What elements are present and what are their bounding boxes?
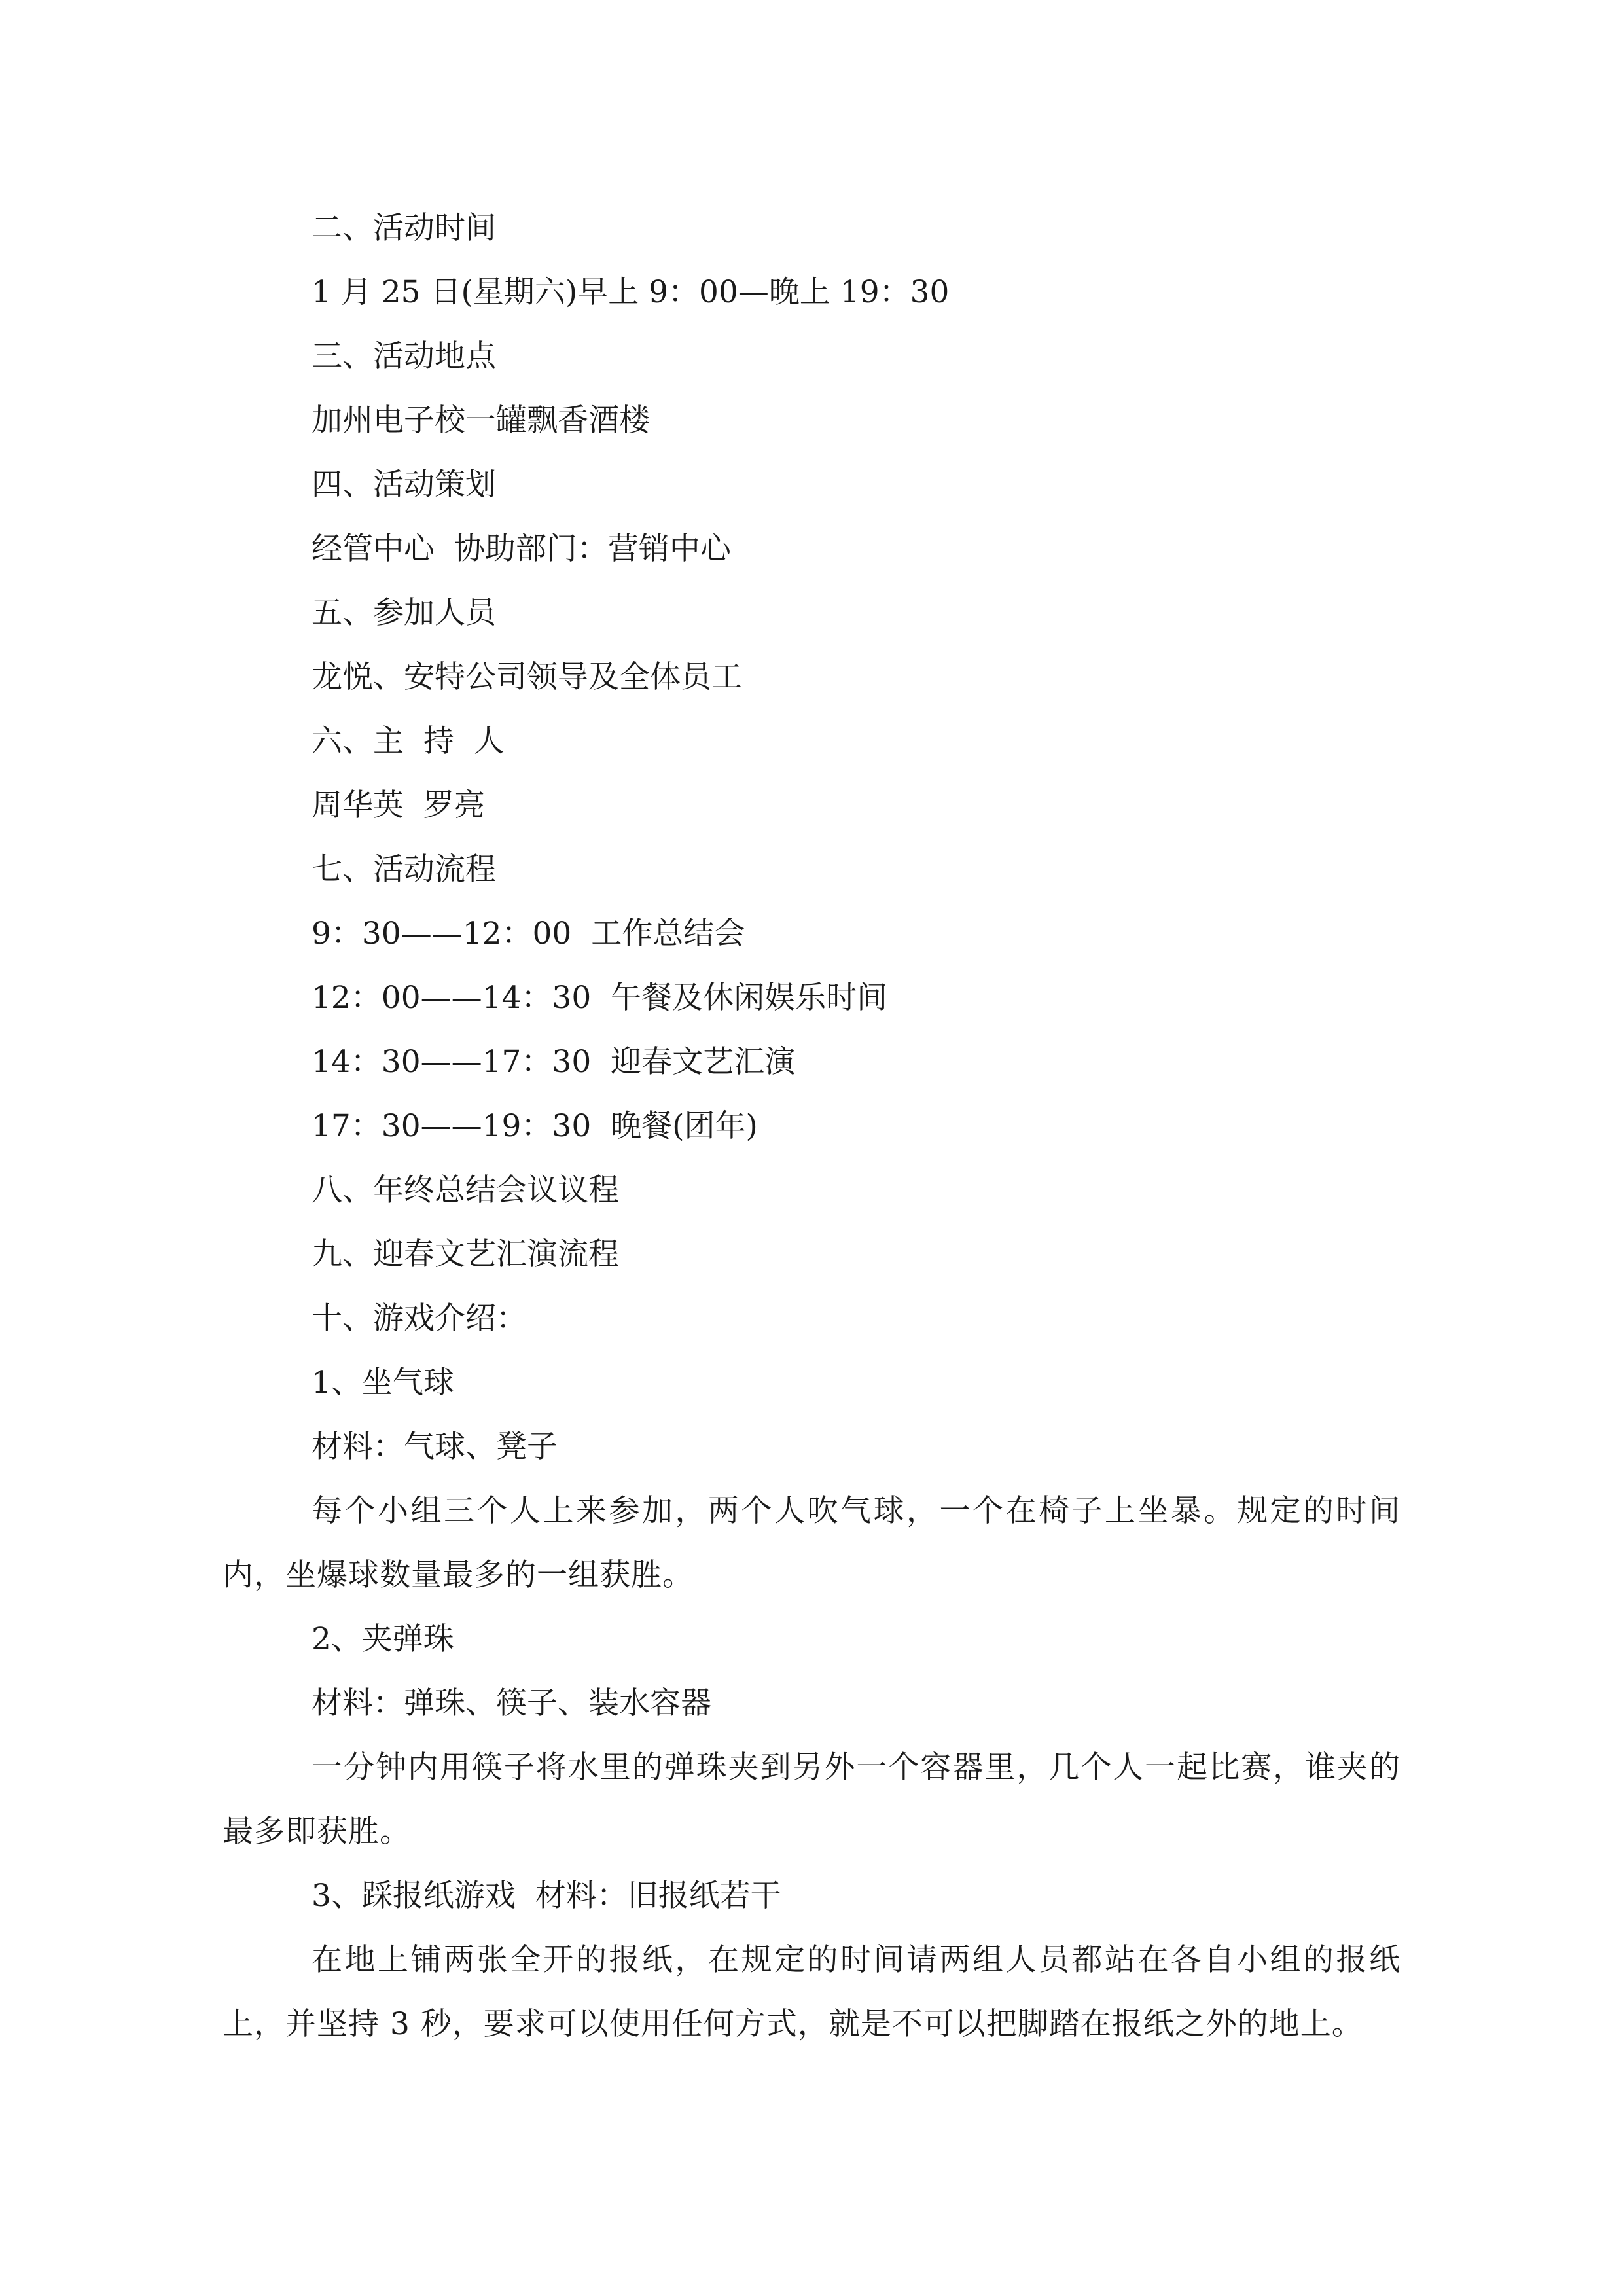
game-materials: 材料：气球、凳子 <box>312 1429 558 1465</box>
game-description: 一分钟内用筷子将水里的弹珠夹到另外一个容器里，几个人一起比赛，谁夹的最多即获胜。 <box>223 1749 1400 1850</box>
game-materials: 材料：弹珠、筷子、装水容器 <box>312 1685 711 1721</box>
process-item: 14：30——17：30 迎春文艺汇演 <box>312 1044 796 1080</box>
game-title: 2、夹弹珠 <box>312 1621 454 1657</box>
process-item: 9：30——12：00 工作总结会 <box>312 916 745 952</box>
process-item: 12：00——14：30 午餐及休闲娱乐时间 <box>312 980 888 1016</box>
section-heading-agenda: 八、年终总结会议议程 <box>312 1172 619 1208</box>
section-heading-performance: 九、迎春文艺汇演流程 <box>312 1236 619 1272</box>
game-description: 在地上铺两张全开的报纸，在规定的时间请两组人员都站在各自小组的报纸上，并坚持 3 秒，要求可以使用任何方式，就是不可以把脚踏在报纸之外的地上。 <box>223 1942 1400 2042</box>
activity-location: 加州电子校一罐飘香酒楼 <box>312 403 650 439</box>
activity-planning: 经管中心 协助部门：营销中心 <box>312 531 731 567</box>
section-heading-location: 三、活动地点 <box>312 338 496 374</box>
section-heading-process: 七、活动流程 <box>312 852 496 888</box>
activity-participants: 龙悦、安特公司领导及全体员工 <box>312 659 742 695</box>
section-heading-participants: 五、参加人员 <box>312 595 496 631</box>
game-title: 1、坐气球 <box>312 1365 454 1401</box>
game-description: 每个小组三个人上来参加，两个人吹气球，一个在椅子上坐暴。规定的时间内，坐爆球数量最多的一组获胜。 <box>223 1493 1400 1593</box>
section-heading-host: 六、主 持 人 <box>312 723 505 759</box>
section-heading-time: 二、活动时间 <box>312 210 496 246</box>
section-heading-planning: 四、活动策划 <box>312 467 496 503</box>
game-title: 3、踩报纸游戏 材料：旧报纸若干 <box>312 1878 781 1914</box>
activity-host: 周华英 罗亮 <box>312 787 485 823</box>
activity-time: 1 月 25 日(星期六)早上 9：00—晚上 19：30 <box>312 274 950 310</box>
document-body <box>223 196 1400 2056</box>
section-heading-games: 十、游戏介绍： <box>312 1300 527 1336</box>
process-item: 17：30——19：30 晚餐(团年) <box>312 1108 758 1144</box>
